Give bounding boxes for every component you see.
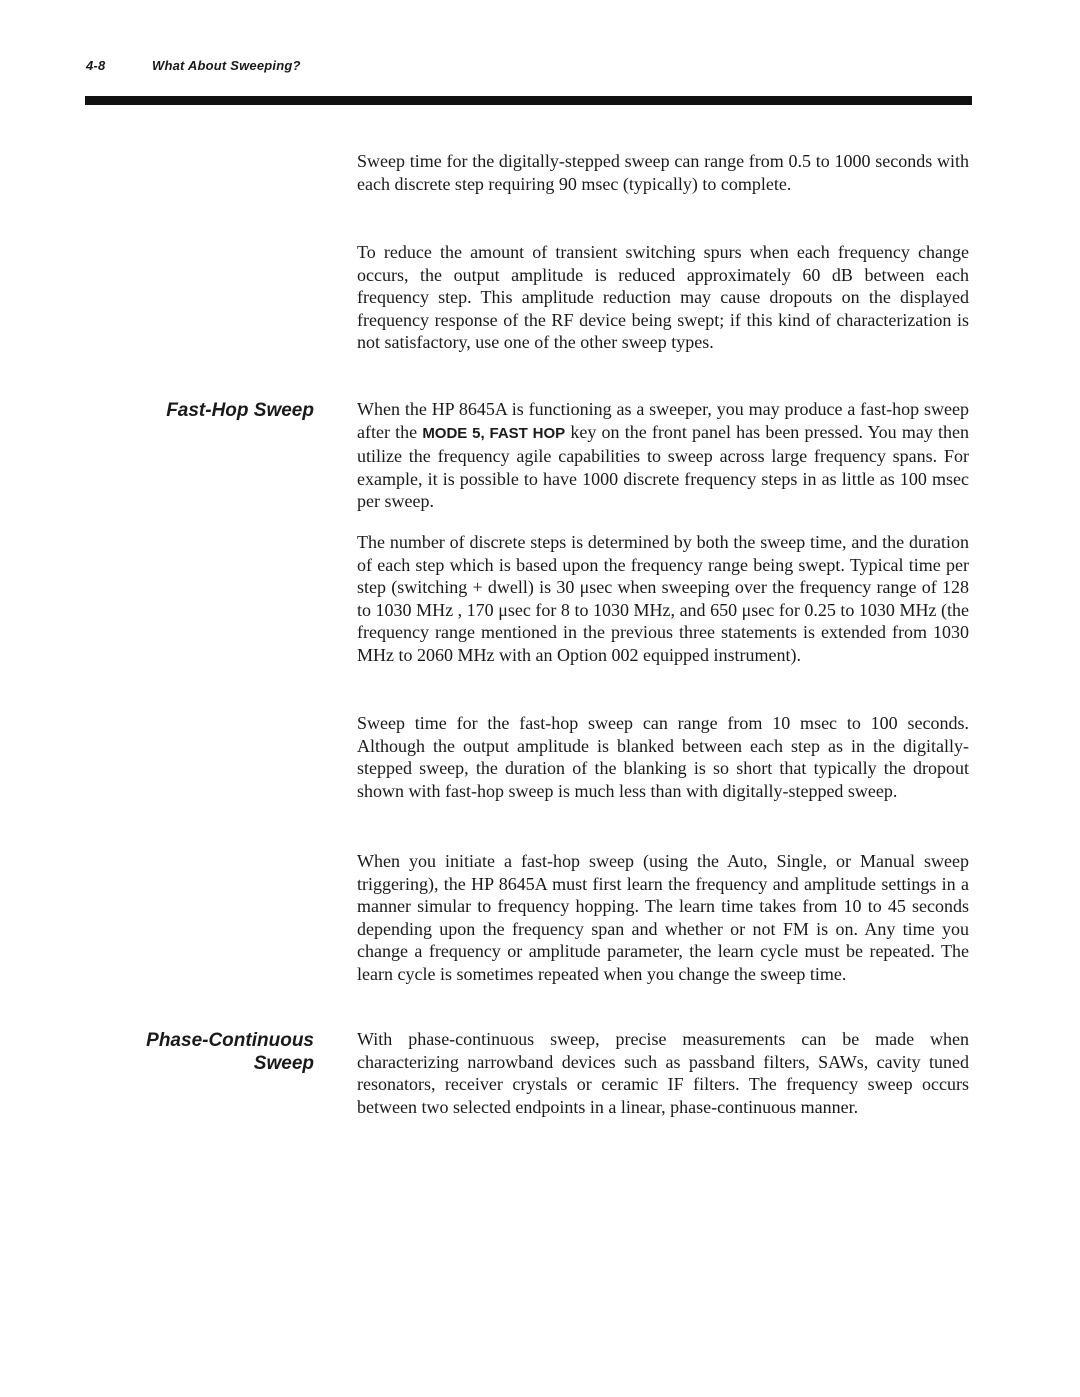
phase-continuous-heading-line-1: Phase-Continuous — [146, 1030, 314, 1051]
phase-continuous-sweep-heading — [74, 1029, 314, 1075]
running-header — [86, 58, 301, 73]
fast-hop-paragraph-4: When you initiate a fast-hop sweep (using the Auto, Single, or Manual sweep triggering), the HP 8645A must first learn the frequency and amplitude settings in a manner simular to frequency hopping. The learn time takes from 10 to 45 seconds depending upon the frequency span and whether or not FM is on. Any time you change a frequency or amplitude parameter, the learn cycle must be repeated. The learn cycle is sometimes repeated when you change the sweep time. — [357, 851, 969, 984]
intro-paragraph-1: Sweep time for the digitally-stepped sweep can range from 0.5 to 1000 seconds with each discrete step requiring 90 msec (typically) to complete. — [357, 151, 969, 194]
fast-hop-p1-before: When the HP 8645A is functioning as a sweeper, you may produce a fast-hop sweep after the — [357, 399, 969, 442]
fast-hop-paragraph-3: Sweep time for the fast-hop sweep can range from 10 msec to 100 seconds. Although the output amplitude is blanked between each step as in the digitally-stepped sweep, the duration of the blanking is so short that typically the dropout shown with fast-hop sweep is much less than with digitally-stepped sweep. — [357, 713, 969, 801]
intro-paragraph-2: To reduce the amount of transient switching spurs when each frequency change occurs, the output amplitude is reduced approximately 60 dB between each frequency step. This amplitude reduction may cause dropouts on the displayed frequency response of the RF device being swept; if this kind of characterization is not satisfactory, use one of the other sweep types. — [357, 242, 969, 353]
fast-hop-paragraph-1 — [357, 398, 969, 513]
mode-5-fast-hop-key: MODE 5, FAST HOP — [422, 424, 566, 442]
fast-hop-sweep-heading: Fast-Hop Sweep — [166, 400, 314, 421]
header-rule — [85, 96, 972, 105]
section-title: What About Sweeping? — [152, 58, 301, 73]
phase-continuous-heading-line-2: Sweep — [253, 1053, 314, 1074]
phase-continuous-paragraph-1: With phase-continuous sweep, precise measurements can be made when characterizing narrowband devices such as passband filters, SAWs, cavity tuned resonators, receiver crystals or ceramic IF filters. The frequency sweep occurs between two selected endpoints in a linear, phase-continuous manner. — [357, 1029, 969, 1117]
fast-hop-paragraph-2: The number of discrete steps is determined by both the sweep time, and the duration of each step which is based upon the frequency range being swept. Typical time per step (switching + dwell) is 30 μsec when sweeping over the frequency range of 128 to 1030 MHz , 170 μsec for 8 to 1030 MHz, and 650 μsec for 0.25 to 1030 MHz (the frequency range mentioned in the previous three statements is extended from 1030 MHz to 2060 MHz with an Option 002 equipped instrument). — [357, 532, 969, 665]
fast-hop-p1-after: key on the front panel has been pressed. You may then utilize the frequency agile capabilities to sweep across large frequency spans. For example, it is possible to have 1000 discrete frequency steps in as little as 100 msec per sweep. — [357, 421, 969, 512]
page-number: 4-8 — [86, 58, 106, 73]
